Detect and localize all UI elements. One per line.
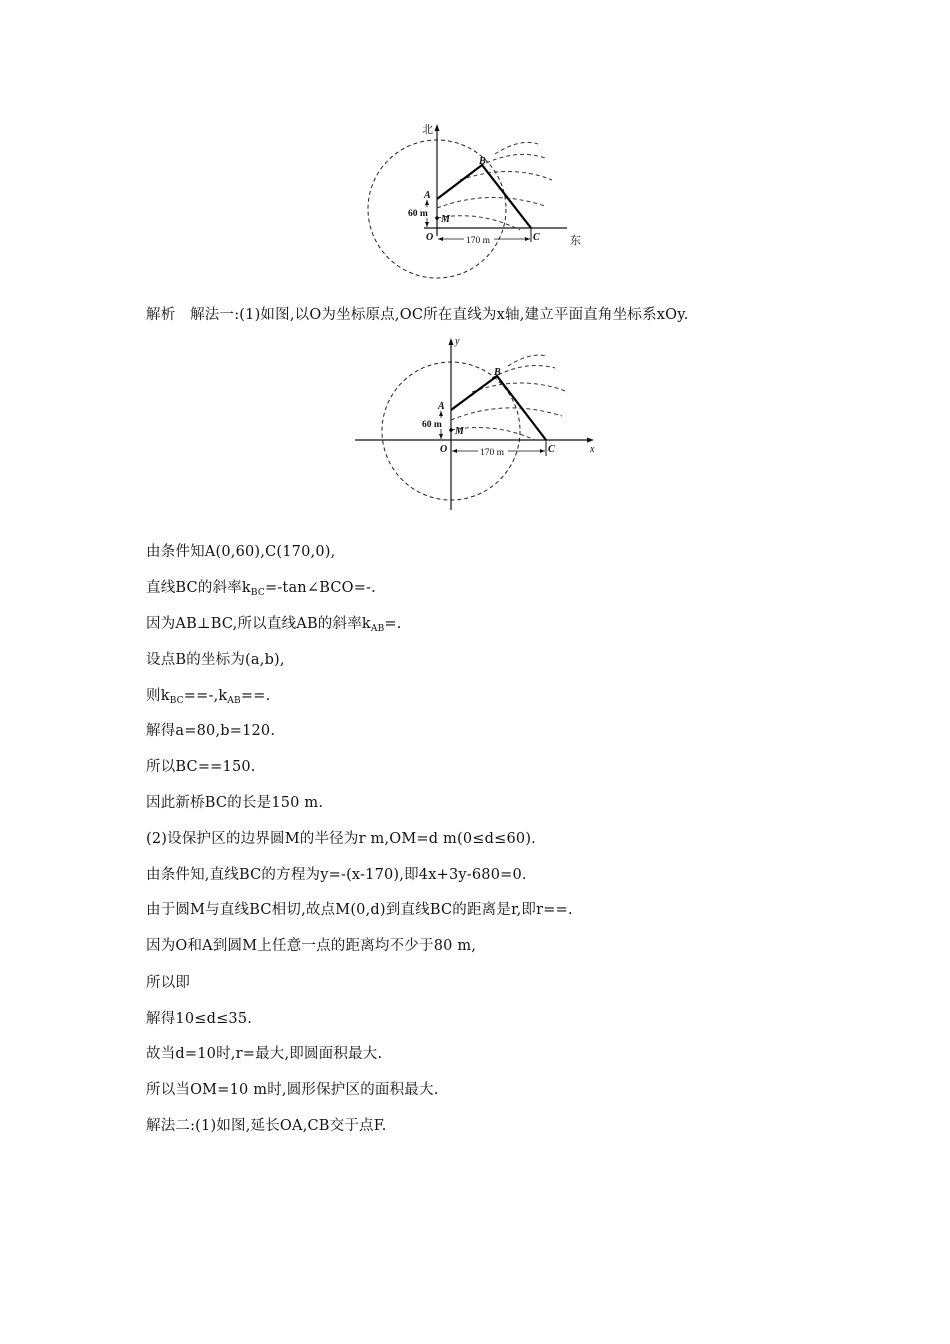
bridge-path	[437, 165, 531, 228]
label-o: O	[440, 444, 448, 455]
label-east: 东	[570, 235, 581, 247]
north-arrow-icon	[435, 124, 440, 131]
text-line-10: (2)设保护区的边界圆M的半径为r m,OM=d m(0≤d≤60).	[146, 831, 536, 847]
label-x: x	[590, 444, 595, 455]
label-b: B	[494, 367, 501, 378]
river-curve	[460, 172, 552, 181]
label-north: 北	[422, 124, 433, 136]
label-170m: 170 m	[480, 448, 505, 458]
river-curve	[437, 197, 545, 208]
label-m: M	[441, 214, 450, 225]
text-line-5: 设点B的坐标为(a,b),	[146, 652, 285, 668]
text-line-1: 解析 解法一:(1)如图,以O为坐标原点,OC所在直线为x轴,建立平面直角坐标系xOy.	[146, 307, 689, 323]
label-c: C	[548, 444, 555, 455]
text-line-17: 所以当OM=10 m时,圆形保护区的面积最大.	[146, 1082, 439, 1098]
label-60m: 60 m	[422, 420, 442, 430]
point-m	[449, 428, 453, 432]
river-curve	[495, 142, 538, 154]
x-arrow-icon	[587, 438, 594, 443]
figure-1-svg	[360, 118, 600, 290]
text-line-13: 因为O和A到圆M上任意一点的距离均不少于80 m,	[146, 938, 477, 954]
figure-1-map	[360, 118, 600, 290]
point-m	[435, 216, 439, 220]
y-arrow-icon	[449, 338, 454, 345]
label-m: M	[455, 426, 464, 437]
text-line-14: 所以即	[146, 975, 191, 991]
text-line-11: 由条件知,直线BC的方程为y=-(x-170),即4x+3y-680=0.	[146, 867, 527, 883]
text-line-4: 因为AB⊥BC,所以直线AB的斜率$k_{AB}=$.	[146, 616, 402, 634]
label-y: y	[455, 336, 460, 347]
river-curve	[492, 366, 555, 378]
text-line-7: 解得a=80,b=120.	[146, 723, 276, 739]
label-a: A	[438, 401, 445, 412]
figure-2-svg	[350, 334, 602, 514]
label-60m: 60 m	[408, 209, 428, 219]
text-line-15: 解得10≤d≤35.	[146, 1011, 253, 1027]
text-line-16: 故当d=10时,r=最大,即圆面积最大.	[146, 1046, 383, 1062]
river-curve	[451, 408, 562, 420]
text-line-18: 解法二:(1)如图,延长OA,CB交于点F.	[146, 1118, 387, 1134]
text-line-2: 由条件知A(0,60),C(170,0),	[146, 544, 336, 560]
text-line-3: 直线BC的斜率$k_{BC}=-\tan\angle BCO=-$.	[146, 580, 376, 598]
text-line-9: 因此新桥BC的长是150 m.	[146, 795, 324, 811]
text-line-6: 则$k_{BC}==-,k_{AB}==$.	[146, 688, 271, 706]
text-line-8: 所以BC==150.	[146, 759, 256, 775]
text-line-12: 由于圆M与直线BC相切,故点M(0,d)到直线BC的距离是r,即r==.	[146, 902, 573, 918]
river-curve	[508, 355, 546, 366]
figure-2-coordinates	[350, 334, 602, 514]
label-c: C	[533, 232, 540, 243]
label-a: A	[424, 190, 431, 201]
label-170m: 170 m	[466, 236, 491, 246]
label-o: O	[426, 232, 434, 243]
river-curve	[480, 154, 545, 166]
label-b: B	[479, 156, 486, 167]
